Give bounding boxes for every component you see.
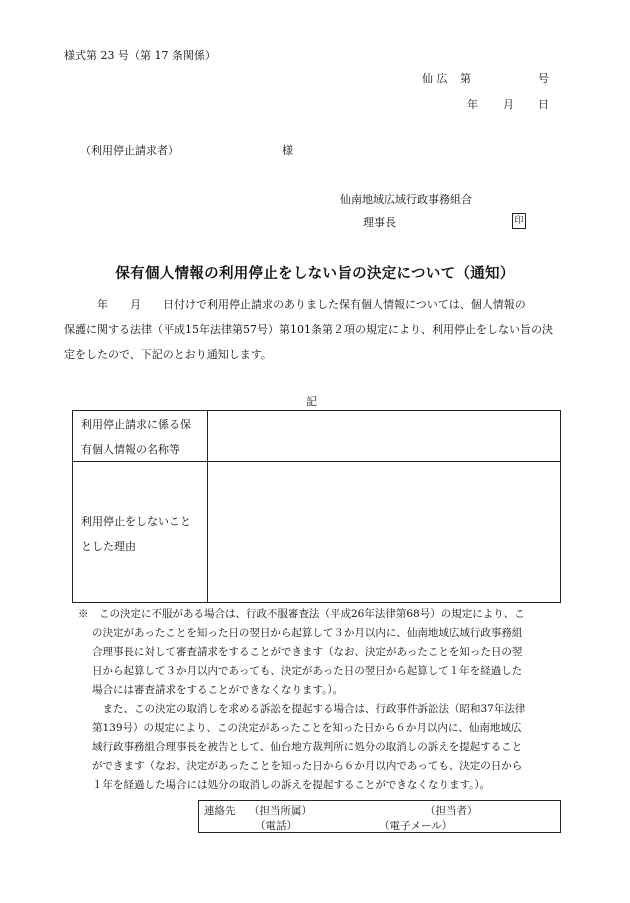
- number-go: 号: [538, 72, 549, 85]
- body-line-2: 保護に関する法律（平成15年法律第57号）第101条第２項の規定により、利用停止をしない旨の決: [64, 323, 553, 336]
- detail-table: [72, 410, 561, 603]
- seal-mark: 印: [512, 213, 526, 229]
- table-row-reason: [73, 462, 560, 604]
- contact-department: （担当所属）: [249, 805, 312, 817]
- note-line-3: 合理事長に対して審査請求をすることができます（なお、決定があったことを知った日の翌: [92, 646, 523, 658]
- number-dai: 第: [460, 72, 471, 85]
- note-line-2: の決定があったことを知った日の翌日から起算して３か月以内に、仙南地域広域行政事務組: [92, 627, 523, 639]
- note-line-9: ができます（なお、決定があったことを知った日から６か月以内であっても、決定の日から: [92, 760, 523, 772]
- date-day: 日: [538, 98, 549, 111]
- document-title: 保有個人情報の利用停止をしない旨の決定について（通知）: [115, 266, 515, 282]
- contact-label: 連絡先: [204, 805, 236, 817]
- contact-box: [198, 800, 561, 833]
- note-line-8: 域行政事務組合理事長を被告として、仙台地方裁判所に処分の取消しの訴えを提起すること: [92, 741, 523, 753]
- table-column-divider: [207, 411, 208, 602]
- note-line-1: ※ この決定に不服がある場合は、行政不服審査法（平成26年法律第68号）の規定により、こ: [78, 608, 525, 620]
- table-row-item-name: [73, 411, 560, 462]
- body-line-3: 定をしたので、下記のとおり通知します。: [64, 348, 272, 361]
- ki-heading: 記: [306, 395, 317, 408]
- reason-label-line-2: とした理由: [81, 540, 136, 553]
- body-line-1: 年 月 日付けで利用停止請求のありました保有個人情報については、個人情報の: [64, 298, 526, 311]
- sender-organization: 仙南地域広域行政事務組合: [340, 193, 472, 206]
- reason-label-line-1: 利用停止をしないこと: [81, 515, 191, 528]
- contact-phone: （電話）: [255, 820, 297, 832]
- issuer-prefix: 仙 広: [422, 72, 448, 85]
- reason-label: [81, 509, 191, 559]
- addressee-honorific: 様: [282, 144, 293, 157]
- sender-title: 理事長: [363, 216, 396, 229]
- item-name-label: [81, 412, 191, 462]
- form-number: 様式第 23 号（第 17 条関係）: [64, 49, 216, 62]
- contact-person: （担当者）: [425, 805, 478, 817]
- item-name-label-line-2: 有個人情報の名称等: [81, 443, 180, 456]
- addressee-label: （利用停止請求者）: [80, 144, 179, 157]
- note-line-6: また、この決定の取消しを求める訴訟を提起する場合は、行政事件訴訟法（昭和37年法律: [92, 703, 526, 715]
- item-name-label-line-1: 利用停止請求に係る保: [81, 418, 191, 431]
- date-year: 年: [467, 98, 478, 111]
- note-line-5: 場合には審査請求をすることができなくなります。）。: [92, 684, 344, 696]
- note-line-10: １年を経過した場合には処分の取消しの訴えを提起することができなくなります。）。: [92, 779, 491, 791]
- note-line-7: 第139号）の規定により、この決定があったことを知った日から６か月以内に、仙南地域広: [92, 722, 522, 734]
- contact-email: （電子メール）: [379, 820, 453, 832]
- note-line-4: 日から起算して３か月以内であっても、決定があった日の翌日から起算して１年を経過した: [92, 665, 523, 677]
- date-month: 月: [503, 98, 514, 111]
